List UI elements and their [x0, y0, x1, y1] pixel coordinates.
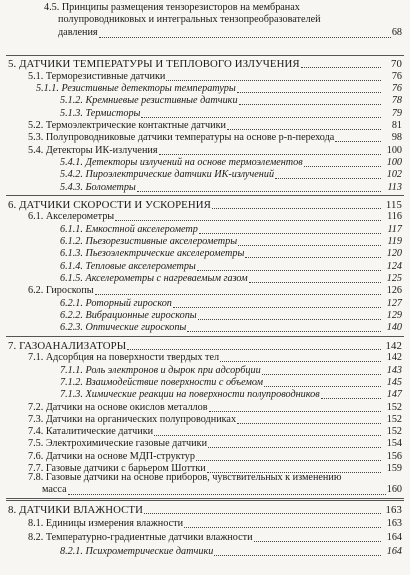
toc-page-number: 124 [386, 260, 402, 272]
toc-entry-text: 6.2.2. Вибрационные гироскопы [60, 310, 197, 321]
toc-entry-text: 5.1.3. Термисторы [60, 107, 141, 119]
toc-entry-text: 8.2.1. Психрометрические датчики [60, 546, 214, 557]
toc-page-number: 81 [391, 119, 402, 131]
toc-entry-text: 5.4.1. Детекторы излучений на основе термоэлементов [60, 156, 303, 168]
toc-entry-text-line: давления [58, 26, 98, 38]
toc-page-number: 70 [391, 58, 402, 71]
toc-page-number: 119 [387, 236, 402, 248]
toc-chapter-title: 5. ДАТЧИКИ ТЕМПЕРАТУРЫ И ТЕПЛОВОГО ИЗЛУЧЕНИЯ [8, 58, 300, 71]
toc-entry-text: 6.1.4. Тепловые акселерометры [60, 260, 196, 272]
toc-entry-text-line: масса [42, 484, 67, 496]
toc-entry-text: 6.1.2. Пьезорезистивные акселерометры [60, 236, 238, 248]
toc-page-number: 163 [385, 504, 402, 516]
leader-dots [144, 512, 381, 514]
toc-entry-text: 5.1. Терморезистивные датчики [28, 70, 166, 82]
toc-page-number: 154 [386, 438, 402, 450]
toc-entry-text: 5.2. Термоэлектрические контактные датчики [28, 119, 226, 131]
toc-page-number: 127 [386, 297, 402, 309]
toc-entry-7-8 [28, 472, 402, 497]
toc-chapter-title: 6. ДАТЧИКИ СКОРОСТИ И УСКОРЕНИЯ [8, 199, 211, 212]
toc-entry-8-1 [28, 516, 402, 530]
toc-entry-text: 7.6. Датчики на основе МДП-структур [28, 450, 195, 462]
toc-page-number: 76 [391, 82, 402, 94]
toc-page-number: 125 [386, 273, 402, 285]
toc-page-number: 120 [386, 248, 402, 260]
toc-page-number: 78 [391, 95, 402, 107]
toc-entry-text: 7.1. Адсорбция на поверхности твердых тел [28, 352, 220, 364]
toc-entry-text: 5.4.2. Пироэлектрические датчики ИК-излучений [60, 169, 275, 181]
toc-page-number: 76 [391, 70, 402, 82]
toc-chapter-title: 8. ДАТЧИКИ ВЛАЖНОСТИ [8, 504, 144, 516]
toc-entry-text: 6.2.1. Роторный гироскоп [60, 297, 172, 309]
toc-chapter-8 [8, 502, 402, 516]
toc-entry-text: 7.7. Газовые датчики с барьером Шоттки [28, 463, 206, 475]
toc-entry-text: 8.1. Единицы измерения влажности [28, 518, 184, 529]
toc-page-number: 163 [386, 518, 402, 529]
leader-dots [254, 540, 381, 542]
toc-page-number: 113 [387, 181, 402, 193]
toc-page-number: 147 [386, 389, 402, 401]
toc-entry-text: 6.1. Акселерометры [28, 211, 115, 223]
toc-entry-text: 6.2. Гироскопы [28, 285, 94, 297]
toc-entry-text: 6.1.5. Акселерометры с нагреваемым газом [60, 273, 248, 285]
toc-page-number: 152 [386, 426, 402, 438]
toc-entry-text: 7.5. Электрохимические газовые датчики [28, 438, 208, 450]
toc-page-number: 142 [385, 339, 402, 352]
leader-dots [68, 493, 386, 495]
leader-dots [184, 526, 381, 528]
chapter-divider [6, 500, 404, 501]
toc-page-number: 116 [387, 211, 402, 223]
toc-entry-4-5 [44, 2, 402, 40]
toc-entry-6-2-3 [60, 320, 402, 334]
toc-page-number: 142 [386, 352, 402, 364]
leader-dots [99, 36, 391, 38]
toc-entry-8-2-1 [60, 544, 402, 558]
toc-entry-text: 6.1.3. Пьезоэлектрические акселерометры [60, 248, 245, 260]
toc-entry-text: 7.4. Каталитические датчики [28, 426, 154, 438]
toc-entry-text: 5.4.3. Болометры [60, 181, 136, 193]
toc-entry-text: 5.1.1. Резистивные детекторы температуры [36, 82, 236, 94]
leader-dots [187, 330, 381, 332]
toc-page-number: 98 [391, 132, 402, 144]
toc-entry-text: 7.1.3. Химические реакции на поверхности полупроводников [60, 389, 320, 401]
toc-page-number: 102 [386, 169, 402, 181]
toc-page-number: 145 [386, 376, 402, 388]
toc-page-number: 143 [386, 364, 402, 376]
toc-entry-text: 5.1.2. Кремниевые резистивные датчики [60, 95, 238, 107]
toc-page-number: 152 [386, 413, 402, 425]
toc-page-number: 159 [386, 463, 402, 475]
toc-page-number: 117 [387, 223, 402, 235]
toc-page-number: 129 [386, 310, 402, 321]
toc-page-number: 115 [385, 199, 402, 212]
toc-entry-text: 5.4. Детекторы ИК-излучения [28, 144, 158, 156]
toc-entry-text: 7.2. Датчики на основе окислов металлов [28, 401, 208, 413]
toc-page-number: 68 [391, 26, 402, 38]
leader-dots [137, 190, 381, 192]
toc-page-number: 164 [386, 532, 402, 543]
chapter-divider [6, 498, 404, 499]
toc-entry-text-line: полупроводниковых и интегральных тензопреобразователей [58, 14, 321, 26]
toc-page-number: 79 [391, 107, 402, 119]
leader-dots [214, 554, 381, 556]
toc-page-number: 100 [386, 144, 402, 156]
toc-entry-text-line: 7.8. Газовые датчики на основе приборов, чувствительных к изменению [28, 471, 342, 483]
toc-entry-text-line: 4.5. Принципы размещения тензорезисторов на мембранах [44, 1, 300, 13]
toc-page-number: 152 [386, 401, 402, 413]
toc-entry-5-4-3 [60, 180, 402, 194]
toc-page-number: 140 [386, 322, 402, 334]
toc-page-number: 126 [386, 285, 402, 297]
toc-entry-text: 6.1.1. Емкостной акселерометр [60, 223, 198, 235]
toc-entry-text: 7.3. Датчики на органических полупроводниках [28, 413, 237, 425]
toc-page-number: 156 [386, 450, 402, 462]
toc-entry-text: 7.1.2. Взаимодействие поверхности с объемом [60, 376, 264, 388]
toc-entry-text: 7.1.1. Роль электронов и дырок при адсорбции [60, 364, 261, 376]
toc-entry-text: 8.2. Температурно-градиентные датчики влажности [28, 532, 253, 543]
toc-entry-text: 6.2.3. Оптические гироскопы [60, 322, 187, 334]
toc-page-number: 100 [386, 156, 402, 168]
toc-page-number: 164 [386, 546, 402, 557]
toc-entry-text: 5.3. Полупроводниковые датчики температуры на основе p-n-перехода [28, 132, 335, 144]
toc-chapter-title: 7. ГАЗОАНАЛИЗАТОРЫ [8, 339, 127, 352]
toc-page-number: 160 [386, 484, 402, 496]
toc-entry-8-2 [28, 530, 402, 544]
